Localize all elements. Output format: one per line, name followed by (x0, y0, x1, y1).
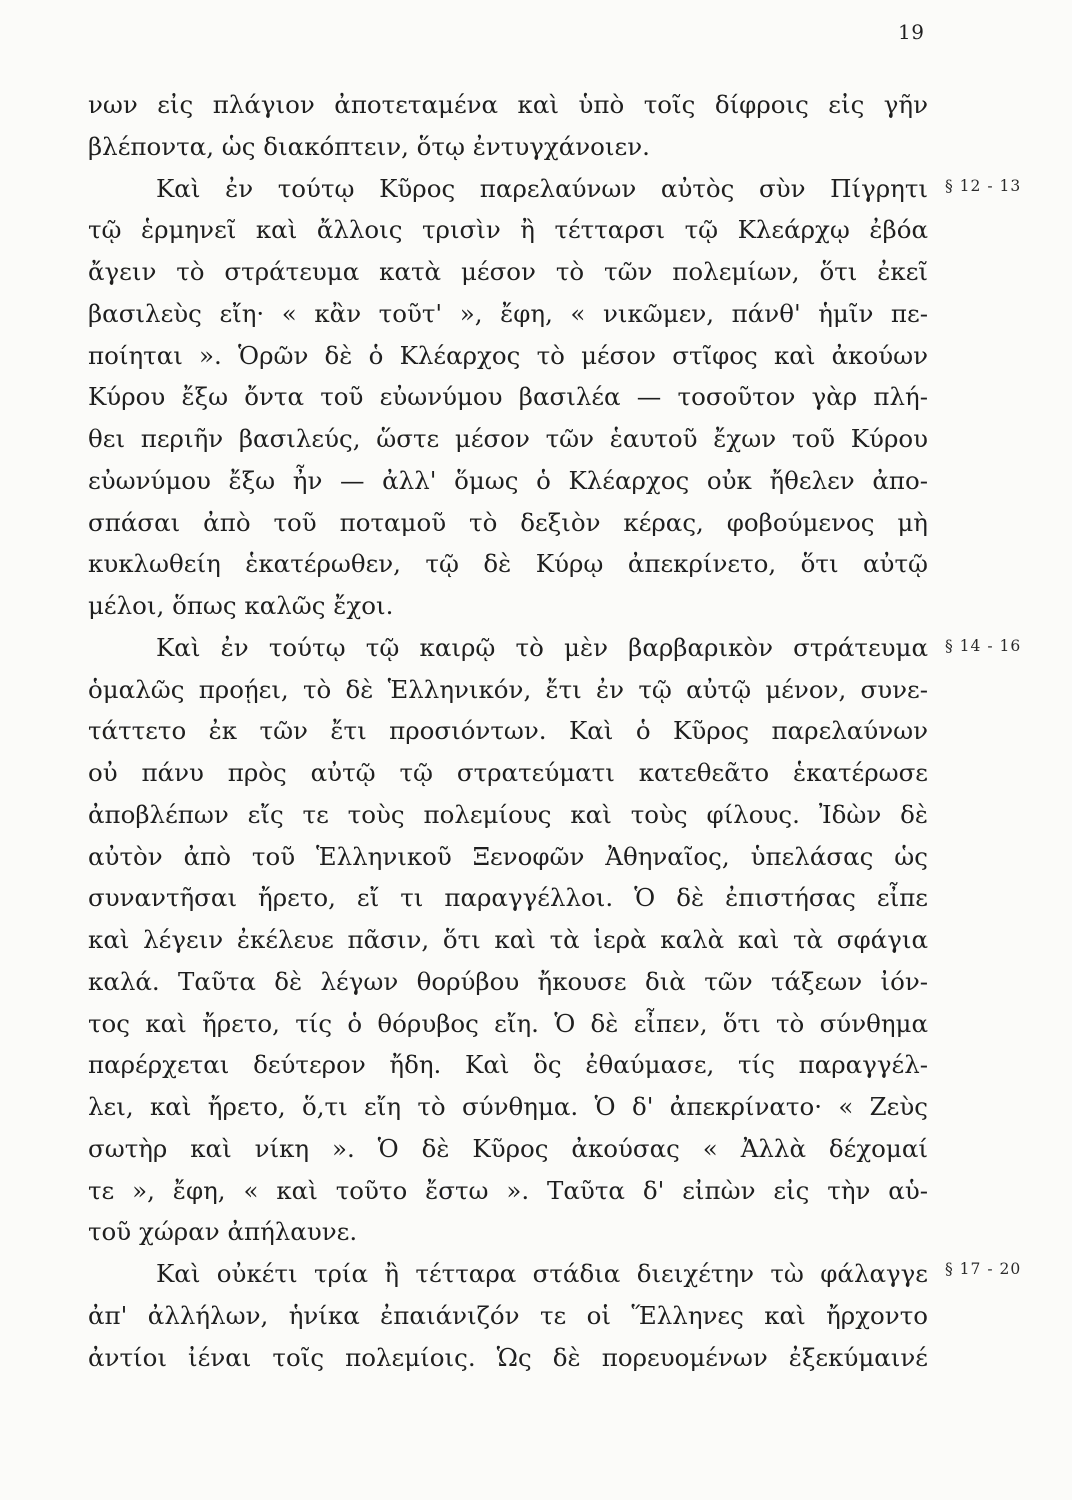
text-line: ἄγειν τὸ στράτευμα κατὰ μέσον τὸ τῶν πολεμίων, ὅτι ἐκεῖ (88, 257, 928, 286)
text-line: Καὶ ἐν τούτῳ τῷ καιρῷ τὸ μὲν βαρβαρικὸν στράτευμα (156, 632, 928, 662)
text-block (88, 84, 928, 1378)
text-line: τος καὶ ἤρετο, τίς ὁ θόρυβος εἴη. Ὁ δὲ εἶπεν, ὅτι τὸ σύνθημα (88, 1008, 928, 1038)
text-line: λει, καὶ ἤρετο, ὅ,τι εἴη τὸ σύνθημα. Ὁ δ' ἀπεκρίνατο· « Ζεὺς (88, 1092, 928, 1121)
text-line: τῷ ἑρμηνεῖ καὶ ἄλλοις τρισὶν ἢ τέτταρσι τῷ Κλεάρχῳ ἐβόα (88, 215, 928, 245)
text-line: συναντῆσαι ἤρετο, εἴ τι παραγγέλλοι. Ὁ δὲ ἐπιστήσας εἶπε (88, 883, 928, 913)
text-line: καλά. Ταῦτα δὲ λέγων θορύβου ἤκουσε διὰ τῶν τάξεων ἰόν- (88, 966, 928, 996)
text-line: παρέρχεται δεύτερον ἤδη. Καὶ ὃς ἐθαύμασε, τίς παραγγέλ- (88, 1050, 928, 1080)
text-line: θει περιῆν βασιλεύς, ὥστε μέσον τῶν ἑαυτοῦ ἔχων τοῦ Κύρου (88, 424, 928, 453)
text-line: αὐτὸν ἀπὸ τοῦ Ἑλληνικοῦ Ξενοφῶν Ἀθηναῖος, ὑπελάσας ὡς (88, 841, 928, 871)
text-line: ἀντίοι ἰέναι τοῖς πολεμίοις. Ὡς δὲ πορευομένων ἐξεκύμαινέ (88, 1342, 928, 1372)
text-line: καὶ λέγειν ἐκέλευε πᾶσιν, ὅτι καὶ τὰ ἱερὰ καλὰ καὶ τὰ σφάγια (88, 925, 928, 954)
text-line: Κύρου ἔξω ὄντα τοῦ εὐωνύμου βασιλέα — τοσοῦτον γὰρ πλή- (88, 382, 928, 412)
text-line: νων εἰς πλάγιον ἀποτεταμένα καὶ ὑπὸ τοῖς δίφροις εἰς γῆν (88, 90, 928, 119)
text-line: ὁμαλῶς προῄει, τὸ δὲ Ἑλληνικόν, ἔτι ἐν τῷ αὐτῷ μένον, συνε- (88, 674, 928, 704)
text-line: τε », ἔφη, « καὶ τοῦτο ἔστω ». Ταῦτα δ' εἰπὼν εἰς τὴν αὑ- (88, 1175, 928, 1205)
text-line: ἀπ' ἀλλήλων, ἡνίκα ἐπαιάνιζόν τε οἱ Ἕλληνες καὶ ἤρχοντο (88, 1300, 928, 1330)
paragraph (88, 1253, 928, 1378)
paragraph (88, 627, 928, 1253)
text-line: σπάσαι ἀπὸ τοῦ ποταμοῦ τὸ δεξιὸν κέρας, φοβούμενος μὴ (88, 507, 928, 537)
paragraph (88, 168, 928, 627)
text-line: εὐωνύμου ἔξω ἦν — ἀλλ' ὅμως ὁ Κλέαρχος οὐκ ἤθελεν ἀπο- (88, 465, 928, 495)
text-line: οὐ πάνυ πρὸς αὐτῷ τῷ στρατεύματι κατεθεᾶτο ἑκατέρωσε (88, 758, 928, 787)
margin-section-ref: § 14 - 16 (945, 637, 1022, 655)
text-line: τάττετο ἐκ τῶν ἔτι προσιόντων. Καὶ ὁ Κῦρος παρελαύνων (88, 716, 928, 746)
text-line: Καὶ ἐν τούτῳ Κῦρος παρελαύνων αὐτὸς σὺν Πίγρητι (156, 173, 928, 203)
text-line: βασιλεὺς εἴη· « κἂν τοῦτ' », ἔφη, « νικῶμεν, πάνθ' ἡμῖν πε- (88, 298, 928, 328)
text-line: βλέποντα, ὡς διακόπτειν, ὅτῳ ἐντυγχάνοιεν. (88, 131, 650, 161)
text-line: μέλοι, ὅπως καλῶς ἔχοι. (88, 591, 394, 620)
text-line: ἀποβλέπων εἴς τε τοὺς πολεμίους καὶ τοὺς φίλους. Ἰδὼν δὲ (88, 799, 928, 829)
margin-section-ref: § 17 - 20 (945, 1260, 1022, 1278)
text-line: σωτὴρ καὶ νίκη ». Ὁ δὲ Κῦρος ἀκούσας « Ἀλλὰ δέχομαί (88, 1133, 928, 1163)
page-number: 19 (898, 20, 925, 44)
text-line: ποίηται ». Ὁρῶν δὲ ὁ Κλέαρχος τὸ μέσον στῖφος καὶ ἀκούων (88, 340, 928, 370)
text-line: κυκλωθείη ἑκατέρωθεν, τῷ δὲ Κύρῳ ἀπεκρίνετο, ὅτι αὐτῷ (88, 549, 928, 579)
text-line: τοῦ χώραν ἀπήλαυνε. (88, 1217, 358, 1247)
margin-section-ref: § 12 - 13 (945, 177, 1022, 195)
paragraph (88, 84, 928, 168)
text-line: Καὶ οὐκέτι τρία ἢ τέτταρα στάδια διειχέτην τὼ φάλαγγε (156, 1259, 928, 1288)
